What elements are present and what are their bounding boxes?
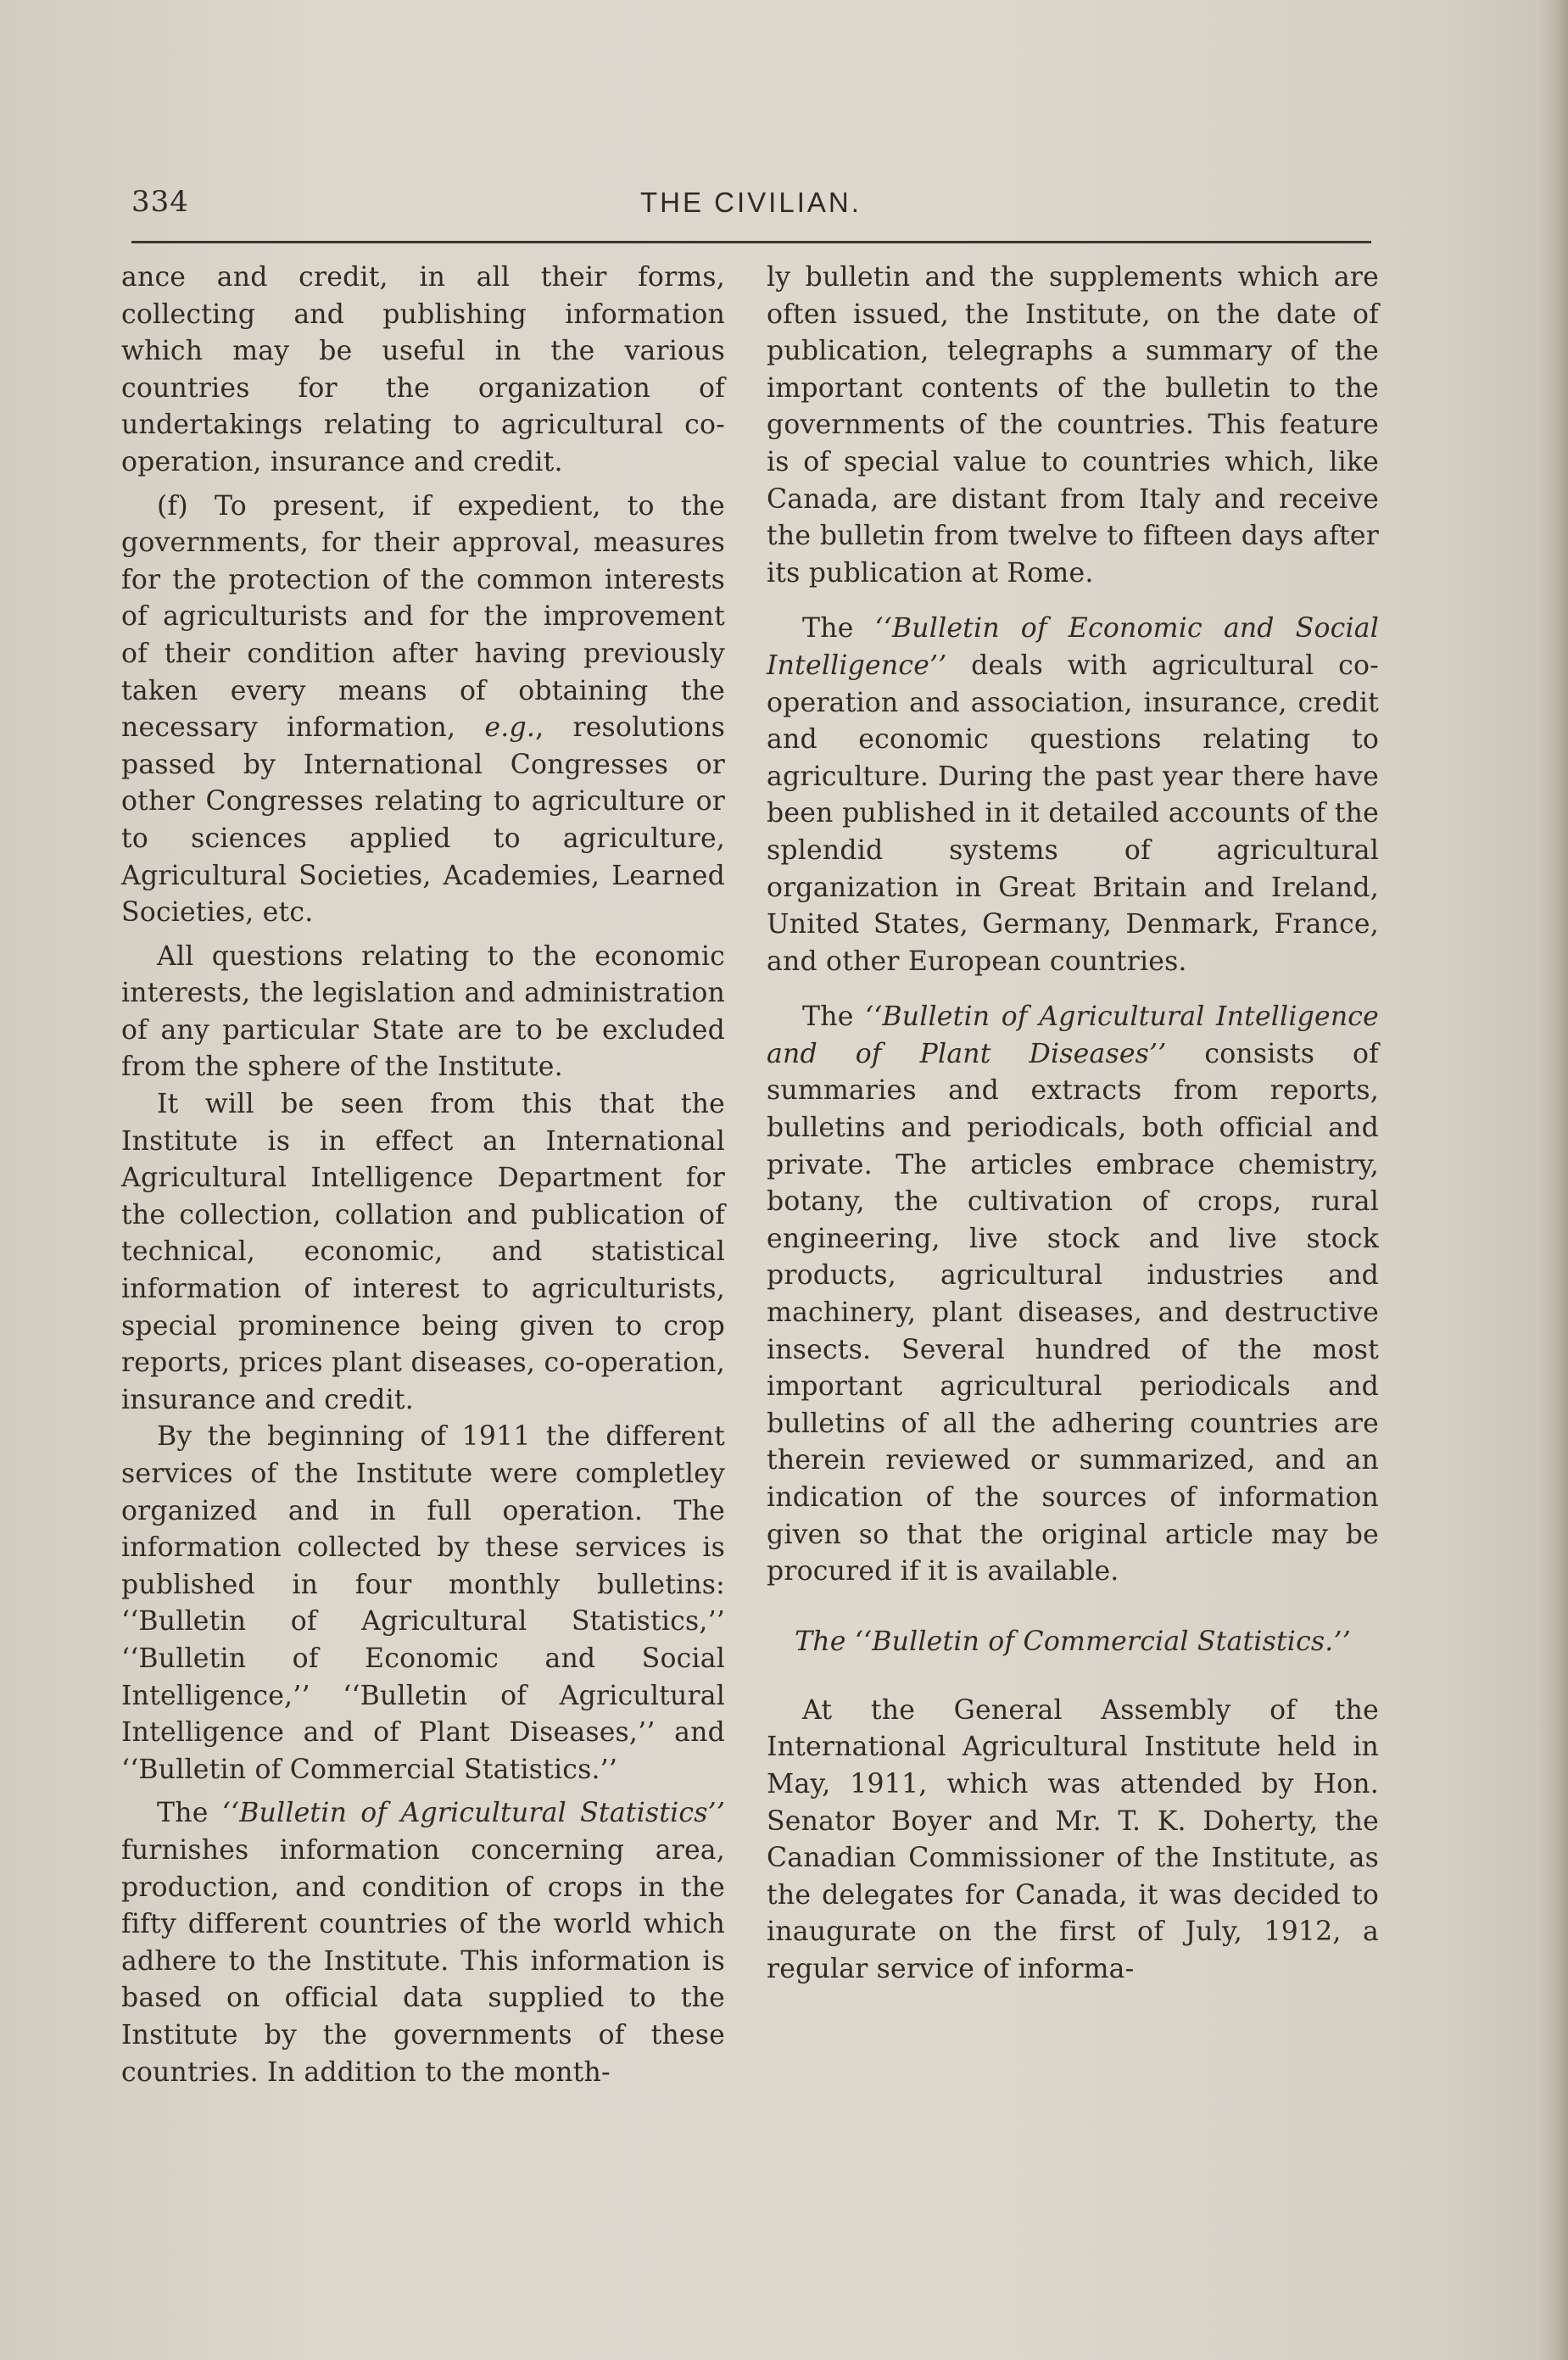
right-paragraph-1: ly bulletin and the supplements which are often issued, the Institute, on the date of publication, telegraphs a summary of the important contents of the bulletin to the governments of the countries. This feature is of special value to countries which, like Canada, are distant from Italy and receive the bulletin from twelve to fifteen days after its publication at Rome. <box>767 262 1379 589</box>
running-head <box>131 185 1371 232</box>
page-edge-shadow <box>1536 0 1568 2360</box>
section-subheading: The ‘‘Bulletin of Commercial Statistics.’’ <box>795 1626 1351 1657</box>
right-column <box>767 259 1379 1989</box>
left-paragraph-6 <box>121 1795 725 2091</box>
right-paragraph-2-text-a: The <box>802 613 875 644</box>
left-paragraph-2-text-a: (f) To present, if expedient, to the governments, for their approval, measures for the protection of the common interests of agriculturists and for the improvement of their condition after having previously taken every means of obtaining the necessary information, <box>121 490 725 744</box>
page-number: 334 <box>131 185 189 219</box>
right-paragraph-3-text-a: The <box>802 1001 865 1033</box>
left-paragraph-1: ance and credit, in all their forms, collecting and publishing information which may be useful in the various countries for the organization of undertakings relating to agricultural co-operation, insurance and credit. <box>121 262 725 477</box>
bulletin-title-economic-social: ‘‘Bulletin of Economic and Social Intelligence’’ <box>767 613 1379 681</box>
left-paragraph-6-text-b: furnishes information concerning area, production, and condition of crops in the fifty different countries of the world which adhere to the Institute. This information is based on official data supplied to the Institute by the governments of these countries. In addition to the month- <box>121 1834 725 2088</box>
right-paragraph-3 <box>767 999 1379 1591</box>
left-paragraph-2-text-b: , resolutions passed by International Congresses or other Congresses relating to agriculture or to sciences applied to agriculture, Agricultural Societies, Academies, Learned Societies, etc. <box>121 712 725 929</box>
right-paragraph-2-text-b: deals with agricultural co-operation and association, insurance, credit and economic questions relating to agriculture. During the past year there have been published in it detailed accounts of the splendid systems of agricultural organization in Great Britain and Ireland, United States, Germany, Denmark, France, and other European countries. <box>767 650 1379 977</box>
left-column <box>121 259 725 2091</box>
left-paragraph-3: All questions relating to the economic interests, the legislation and administration of any particular State are to be excluded from the sphere of the Institute. <box>121 940 725 1083</box>
header-rule <box>131 241 1371 243</box>
left-paragraph-2 <box>121 488 725 932</box>
left-paragraph-6-text-a: The <box>157 1798 222 1829</box>
bulletin-title-agricultural-intelligence: ‘‘Bulletin of Agricultural Intelligence and of Plant Diseases’’ <box>767 1001 1379 1069</box>
bulletin-title-agricultural-statistics: ‘‘Bulletin of Agricultural Statistics’’ <box>221 1798 725 1829</box>
journal-title: THE CIVILIAN. <box>640 187 862 218</box>
left-paragraph-5: By the beginning of 1911 the different services of the Institute were completley organized and in full operation. The information collected by these services is published in four monthly bulletins: ‘‘Bulletin of Agricultural Statistics,’’ ‘‘Bulletin of Economic and Social Intelligence,’’ ‘‘Bulletin of Agricultural Intelligence and of Plant Diseases,’’ and ‘‘Bulletin of Commercial Statistics.’’ <box>121 1421 725 1785</box>
right-paragraph-4: At the General Assembly of the International Agricultural Institute held in May, 1911, which was attended by Hon. Senator Boyer and Mr. T. K. Doherty, the Canadian Commissioner of the Institute, as the delegates for Canada, it was decided to inaugurate on the first of July, 1912, a regular service of informa- <box>767 1694 1379 1984</box>
left-paragraph-4: It will be seen from this that the Institute is in effect an International Agricultural Intelligence Department for the collection, collation and publication of technical, economic, and statistical information of interest to agriculturists, special prominence being given to crop reports, prices plant diseases, co-operation, insurance and credit. <box>121 1089 725 1415</box>
eg-abbreviation: e.g. <box>484 712 536 744</box>
right-paragraph-2 <box>767 611 1379 980</box>
right-paragraph-3-text-b: consists of summaries and extracts from reports, bulletins and periodicals, both official and private. The articles embrace chemistry, botany, the cultivation of crops, rural engineering, live stock and live stock products, agricultural industries and machinery, plant diseases, and destructive insects. Several hundred of the most important agricultural periodicals and bulletins of all the adhering countries are therein reviewed or summarized, and an indication of the sources of information given so that the original article may be procured if it is available. <box>767 1038 1380 1587</box>
